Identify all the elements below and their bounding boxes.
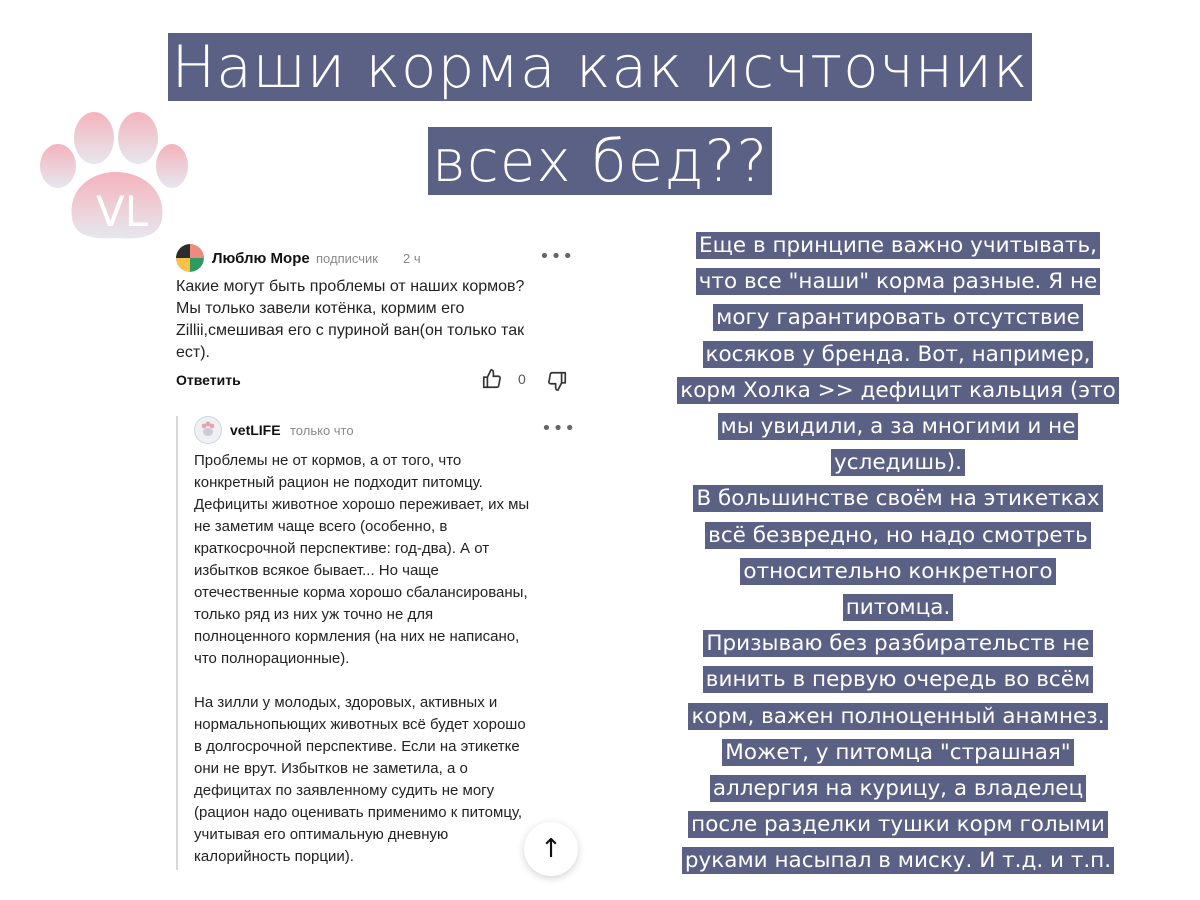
- avatar[interactable]: [176, 244, 204, 272]
- arrow-up-icon: ↑: [540, 834, 562, 864]
- comment-thread: [176, 240, 596, 870]
- page-title-line-2: всех бед??: [0, 128, 1200, 194]
- paw-logo: [38, 108, 188, 242]
- reply-button[interactable]: Ответить: [176, 372, 241, 388]
- note-text-block: [660, 228, 1136, 880]
- thumbs-up-icon[interactable]: [481, 368, 503, 390]
- comment-role: подписчик: [316, 251, 378, 266]
- more-options-icon[interactable]: •••: [539, 246, 574, 267]
- comment-author[interactable]: Люблю Море: [212, 250, 310, 267]
- comment-time: 2 ч: [403, 251, 421, 266]
- logo-text: VL: [96, 187, 149, 236]
- reply-time: только что: [290, 423, 354, 438]
- like-count: 0: [518, 371, 526, 387]
- comment-header: [176, 242, 596, 272]
- avatar[interactable]: [194, 416, 222, 444]
- reply-author[interactable]: vetLIFE: [230, 422, 281, 438]
- scroll-to-top-button[interactable]: [524, 822, 578, 876]
- paw-icon: [38, 108, 188, 242]
- reply-text: Проблемы не от кормов, а от того, что конкретный рацион не подходит питомцу. Дефициты животное хорошо переживает, их мы не заметим чаще всего (особенно, в краткосрочной перспективе: год-два). А от избытков всякое бывает... Но чаще отечественные корма хорошо сбалансированы, только ряд из них уж точно не для полноценного кормления (на них не написано, что полнорационные). На зилли у молодых, здоровых, активных и нормальнопьющих животных всё будет хорошо в долгосрочной перспективе. Если на этикетке они не врут. Избытков не заметила, а о дефицитах по заявленному судить не могу (рацион надо оценивать применимо к питомцу, учитывая его оптимальную дневную калорийность порции).: [194, 452, 530, 865]
- more-options-icon[interactable]: •••: [541, 418, 576, 439]
- thumbs-down-icon[interactable]: [546, 370, 568, 392]
- note-text: Еще в принципе важно учитывать, что все "наши" корма разные. Я не могу гарантировать отсутствие косяков у бренда. Вот, например, корм Холка >> дефицит кальция (это мы увидили, а за многими и не уследишь). В большинстве своём на этикетках всё безвредно, но надо смотреть относительно конкретного питомца. Призываю без разбирательств не винить в первую очередь во всём корм, важен полноценный анамнез. Может, у питомца "страшная" аллергия на курицу, а владелец после разделки тушки корм голыми руками насыпал в миску. И т.д. и т.п.: [677, 232, 1119, 874]
- comment-text: Какие могут быть проблемы от наших кормов? Мы только завели котёнка, кормим его Zillii,смешивая его с пуриной ван(он только так ест).: [176, 278, 525, 361]
- page-title-line-1: Наши корма как исчточник: [0, 34, 1200, 100]
- reply-block: [176, 416, 596, 870]
